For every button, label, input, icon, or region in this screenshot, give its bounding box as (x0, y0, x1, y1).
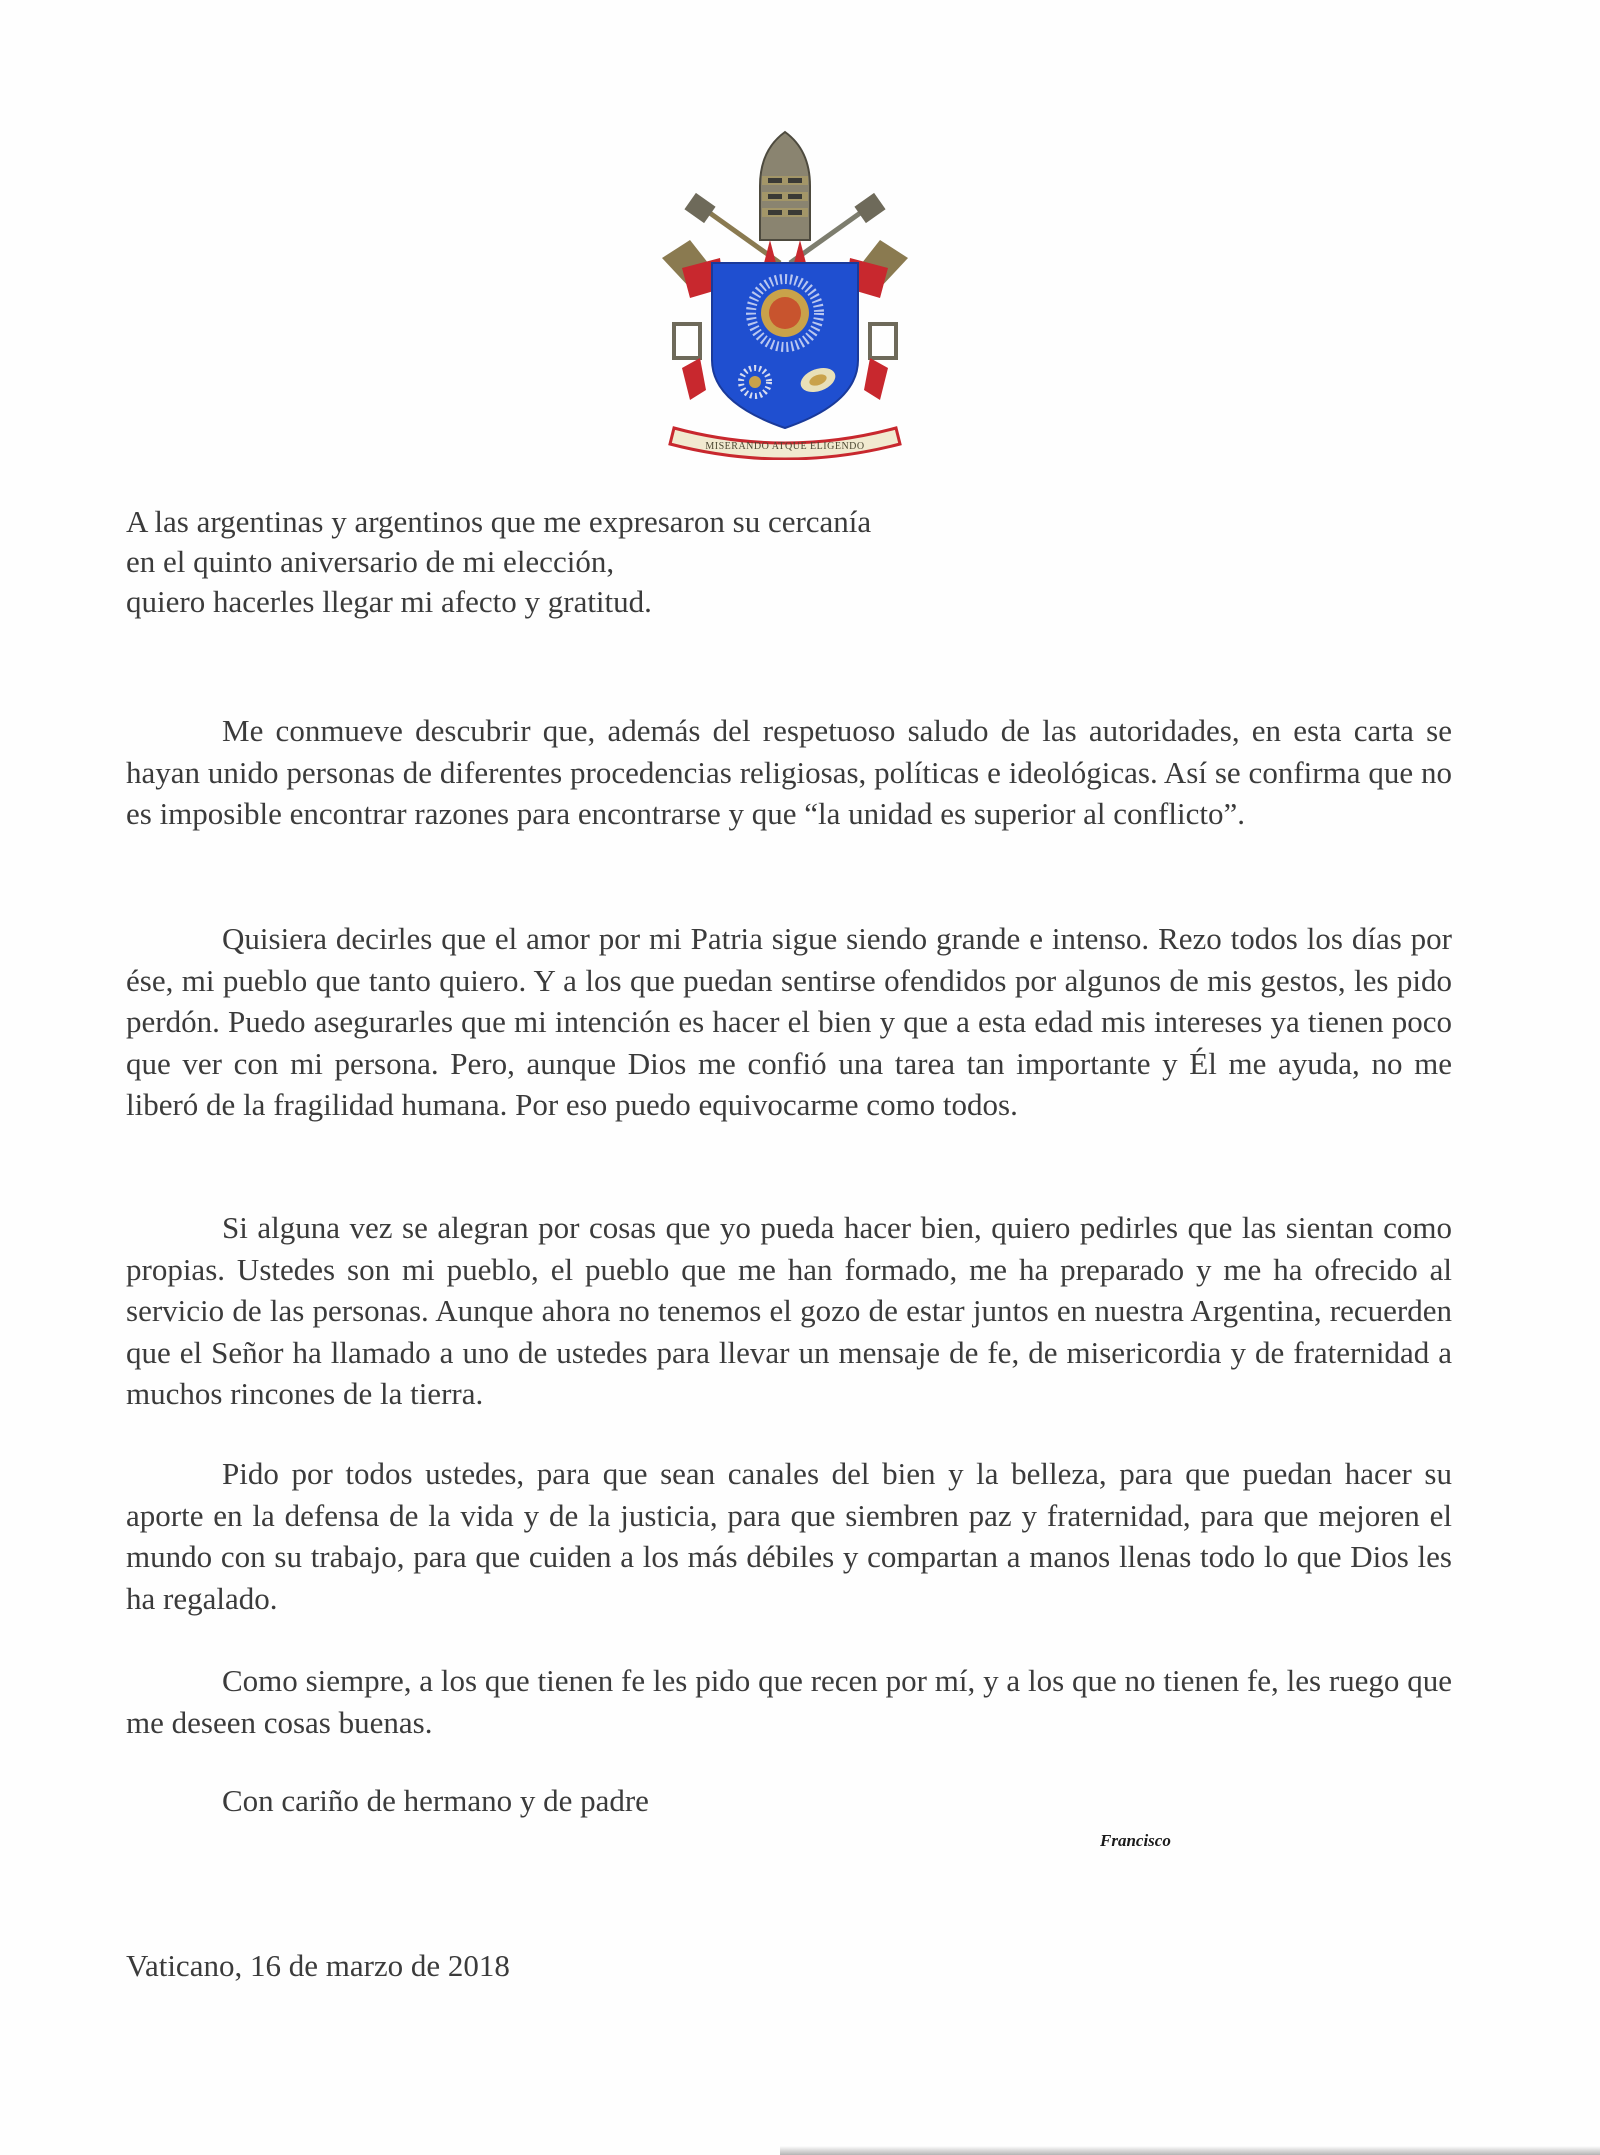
paragraph-text: Como siempre, a los que tienen fe les pido que recen por mí, y a los que no tienen fe, les ruego que me deseen cosas buenas. (126, 1663, 1452, 1740)
paragraph (126, 918, 1452, 1126)
paragraph (126, 1207, 1452, 1415)
papal-coat-of-arms-icon (660, 128, 910, 460)
svg-text:MISERANDO ATQUE ELIGENDO: MISERANDO ATQUE ELIGENDO (705, 441, 865, 452)
paragraph (126, 710, 1452, 835)
paragraph-text: Si alguna vez se alegran por cosas que yo pueda hacer bien, quiero pedirles que las sientan como propias. Ustedes son mi pueblo, el pueblo que me han formado, me ha preparado y me ha ofrecido al servicio de las personas. Aunque ahora no tenemos el gozo de estar juntos en nuestra Argentina, recuerden que el Señor ha llamado a uno de ustedes para llevar un mensaje de fe, de misericordia y de fraternidad a muchos rincones de la tierra. (126, 1210, 1452, 1411)
scan-edge-shadow (780, 2146, 1600, 2155)
paragraph-text: Quisiera decirles que el amor por mi Patria sigue siendo grande e intenso. Rezo todos los días por ése, mi pueblo que tanto quiero. Y a los que puedan sentirse ofendidos por algunos de mis gestos, les pido perdón. Puedo asegurarles que mi intención es hacer el bien y que a esta edad mis intereses ya tienen poco que ver con mi persona. Pero, aunque Dios me confió una tarea tan importante y Él me ayuda, no me liberó de la fragilidad humana. Por eso puedo equivocarme como todos. (126, 921, 1452, 1122)
place-date: Vaticano, 16 de marzo de 2018 (126, 1948, 510, 1983)
paragraph (126, 1453, 1452, 1619)
salutation-line: quiero hacerles llegar mi afecto y gratitud. (126, 584, 652, 619)
closing-line: Con cariño de hermano y de padre (222, 1783, 649, 1818)
signature (1100, 1826, 1220, 1852)
salutation (126, 502, 871, 622)
svg-text:Francisco: Francisco (1100, 1831, 1171, 1850)
paragraph-text: Pido por todos ustedes, para que sean canales del bien y la belleza, para que puedan hacer su aporte en la defensa de la vida y de la justicia, para que siembren paz y fraternidad, para que mejoren el mundo con su trabajo, para que cuiden a los más débiles y compartan a manos llenas todo lo que Dios les ha regalado. (126, 1456, 1452, 1616)
paragraph (126, 1660, 1452, 1743)
salutation-line: en el quinto aniversario de mi elección, (126, 544, 615, 579)
paragraph-text: Me conmueve descubrir que, además del respetuoso saludo de las autoridades, en esta carta se hayan unido personas de diferentes procedencias religiosas, políticas e ideológicas. Así se confirma que no es imposible encontrar razones para encontrarse y que “la unidad es superior al conflicto”. (126, 713, 1452, 831)
salutation-line: A las argentinas y argentinos que me expresaron su cercanía (126, 504, 872, 539)
